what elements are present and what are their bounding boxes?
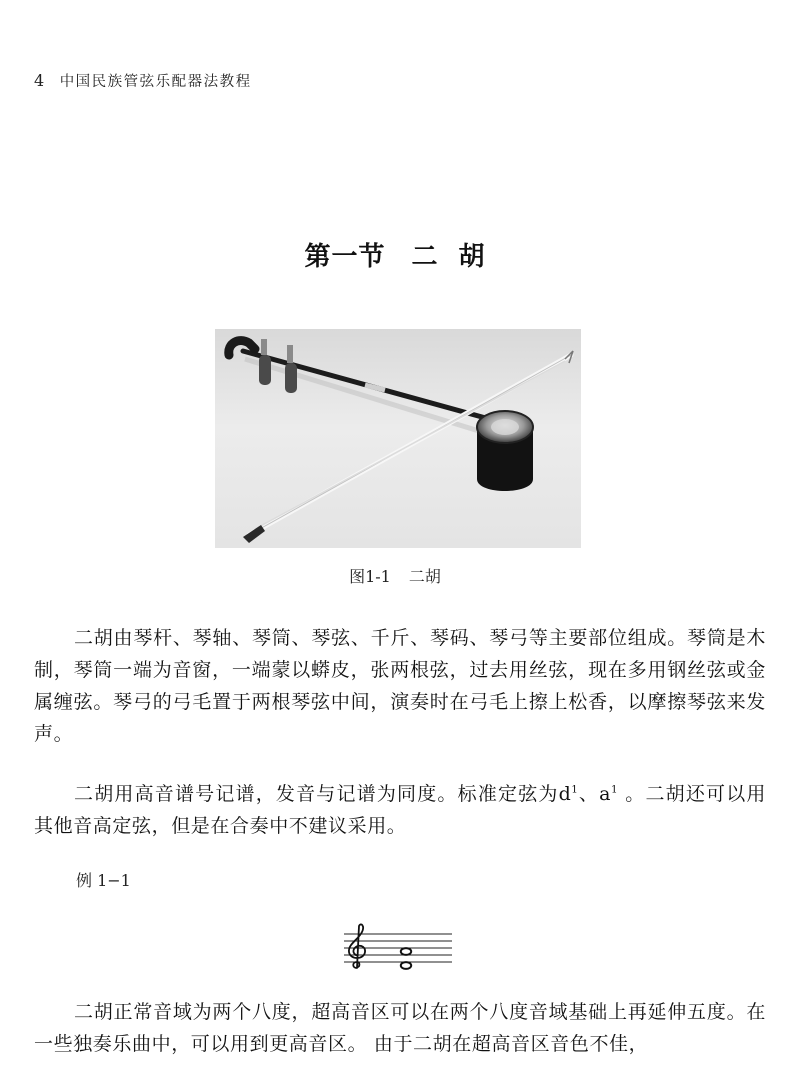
paragraph-structure: 二胡由琴杆、琴轴、琴筒、琴弦、千斤、琴码、琴弓等主要部位组成。琴筒是木制，琴筒一端为音窗，一端蒙以蟒皮，张两根弦，过去用丝弦，现在多用钢丝弦或金属缠弦。琴弓的弓毛置于两根琴弦中间，演奏时在弓毛上擦上松香，以摩擦琴弦来发声。 <box>34 627 766 745</box>
tuning-note-a-octave: 1 <box>611 784 619 796</box>
tuning-text-before: 二胡用高音谱号记谱，发音与记谱为同度。标准定弦为 <box>74 783 559 805</box>
treble-clef-icon <box>349 924 365 968</box>
book-title: 中国民族管弦乐配器法教程 <box>59 74 252 90</box>
section-title <box>0 236 790 273</box>
tuning-text-after: 。二胡还可以用其他音高定弦，但是在合奏中不建议采用。 <box>34 783 767 837</box>
tuning-note-d: d <box>558 783 572 805</box>
paragraph-tuning <box>34 778 766 842</box>
tuning-separator: 、 <box>578 783 600 805</box>
tuning-note-d-octave: 1 <box>571 784 579 796</box>
running-head <box>34 70 252 91</box>
figure-label: 图1-1 <box>349 567 391 586</box>
note-a1 <box>401 948 411 955</box>
section-number: 第一节 <box>304 242 386 272</box>
section-name: 二 胡 <box>411 242 486 272</box>
tuning-note-a: a <box>599 783 612 805</box>
paragraph-range: 二胡正常音域为两个八度，超高音区可以在两个八度音域基础上再延伸五度。在一些独奏乐曲中，可以用到更高音区。 由于二胡在超高音区音色不佳， <box>34 1001 766 1055</box>
note-d1 <box>401 962 411 969</box>
example-label: 例 1−1 <box>76 871 131 890</box>
erhu-illustration <box>215 329 581 548</box>
music-staff <box>340 922 454 972</box>
page-number: 4 <box>34 71 46 90</box>
figure-caption <box>0 564 790 587</box>
figure-caption-text: 二胡 <box>408 567 441 586</box>
staff-notation <box>340 922 454 972</box>
erhu-photo <box>215 329 581 548</box>
